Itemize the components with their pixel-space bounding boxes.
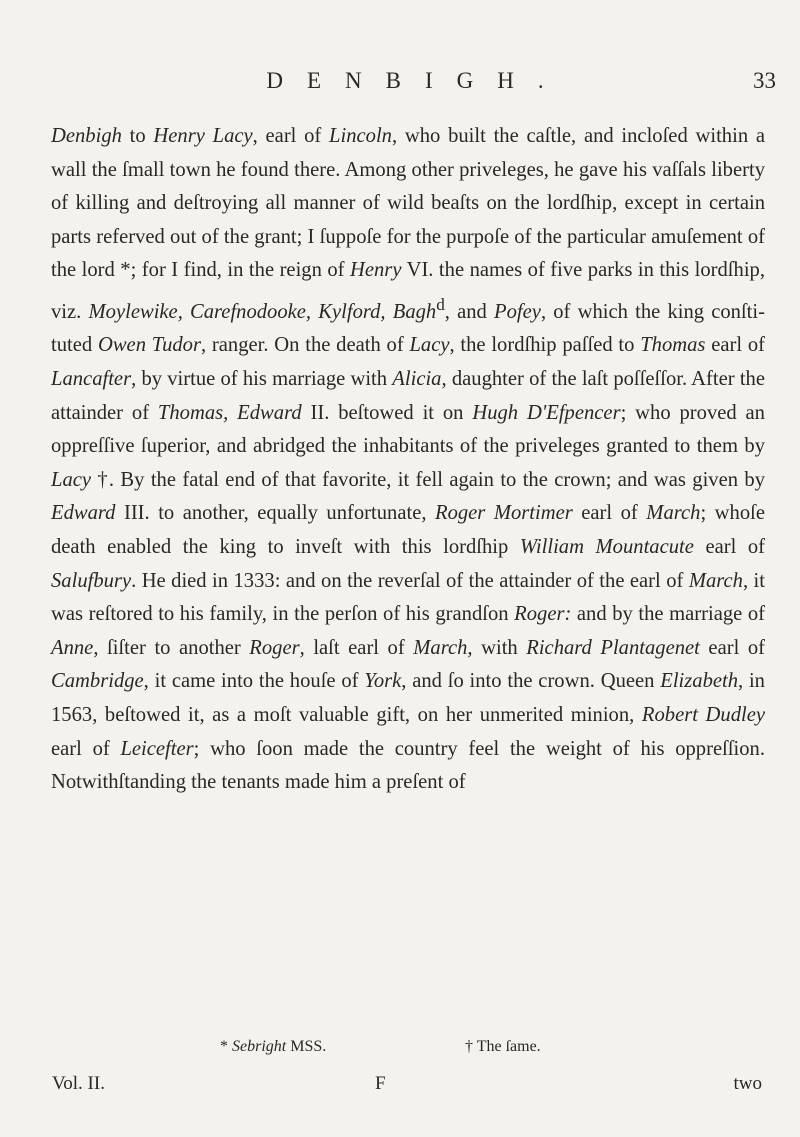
running-title: DENBIGH. <box>266 68 568 93</box>
footnote-same: † The ſame. <box>465 1038 541 1055</box>
person-name: Roger: <box>514 603 572 626</box>
person-name: Thomas <box>640 334 706 357</box>
person-name: Thomas, Edward <box>157 401 302 424</box>
person-name: Alicia <box>392 368 442 391</box>
body-text <box>51 120 765 800</box>
person-name: Richard Plantagenet <box>526 636 700 659</box>
place-name: Salufbury <box>51 569 132 592</box>
footnote-sebright: * Sebright MSS. <box>220 1038 327 1055</box>
person-name: Hugh D'Efpencer <box>472 401 621 424</box>
place-name: Lancafter <box>51 368 132 391</box>
person-name: Henry Lacy <box>153 125 253 147</box>
catchword: two <box>733 1073 762 1094</box>
place-name: March <box>413 636 468 659</box>
place-name: March <box>688 569 743 592</box>
person-name: Lacy <box>409 334 450 357</box>
footnote-mark: * <box>220 1038 228 1055</box>
person-name: Owen Tudor <box>97 334 201 357</box>
place-name: Leicefter <box>120 737 194 760</box>
person-name: Lacy <box>51 468 92 491</box>
signature-mark: F <box>375 1073 386 1094</box>
park-name: Pofey <box>494 300 541 323</box>
superscript: d <box>436 294 445 314</box>
person-name: Edward <box>51 502 116 525</box>
page-footer <box>52 1073 762 1103</box>
body-paragraph: Denbigh to Henry Lacy, earl of Lincoln, who built the caſtle, and incloſed within a wall the ſmall town he found there. Among other priveleges, he gave his vaſſals liberty of killing and deſtroying all manner of wild beaſts on the lordſhip, except in certain parts referved out of the grant; I ſuppoſe for the purpoſe of the particular amuſement of the lord *; for I find, in the reign of Henry VI. the names of five parks in this lordſhip, viz. Moylewike, Carefnodooke, Kylford, Bagh$^d$, and Pofey, of which the king conſtituted Owen Tudor, ranger. On the death of Lacy, the lordſhip paſſed to Thomas earl of Lancafter, by virtue of his marriage with Alicia, daughter of the laſt poſſeſſor. After the attainder of Thomas, Edward II. beſtowed it on Hugh D'Efpencer; who proved an oppreſſive ſuperior, and abridged the inhabitants of the priveleges granted to them by Lacy †. By the fatal end of that favorite, it fell again to the crown; and was given by Edward III. to another, equally unfortunate, Roger Mortimer earl of March; whoſe death enabled the king to inveſt with this lordſhip William Mountacute earl of Salufbury. He died in 1333: and on the reverſal of the attainder of the earl of March, it was reſtored to his family, in the perſon of his grandſon Roger: and by the marriage of Anne, ſiſter to another Roger, laſt earl of March, with Richard Plantagenet earl of Cambridge, it came into the houſe of York, and ſo into the crown. Queen Elizabeth, in 1563, beſtowed it, as a moſt valuable gift, on her unmerited minion, Robert Dudley earl of Leicefter; who ſoon made the country feel the weight of his oppreſſion. Notwithſtanding the tenants made him a preſent of <box>51 125 766 794</box>
place-name: March <box>646 502 701 525</box>
person-name: William Mountacute <box>519 535 694 558</box>
place-name: Lincoln <box>329 125 392 147</box>
place-name: Denbigh <box>51 125 122 147</box>
person-name: Robert Dudley <box>641 703 765 726</box>
person-name: Roger <box>249 636 300 659</box>
page-number: 33 <box>753 68 776 93</box>
place-name: York <box>364 670 402 693</box>
person-name: Anne <box>51 636 94 659</box>
person-name: Roger Mortimer <box>434 502 573 525</box>
footnote-source: Sebright <box>232 1038 287 1055</box>
page-header <box>40 68 776 108</box>
person-name: Elizabeth <box>660 670 739 693</box>
person-name: Henry <box>350 259 402 282</box>
volume-label: Vol. II. <box>52 1073 105 1094</box>
park-names: Moylewike, Carefnodooke, Kylford, Bagh <box>88 300 437 323</box>
place-name: Cambridge <box>51 670 144 693</box>
